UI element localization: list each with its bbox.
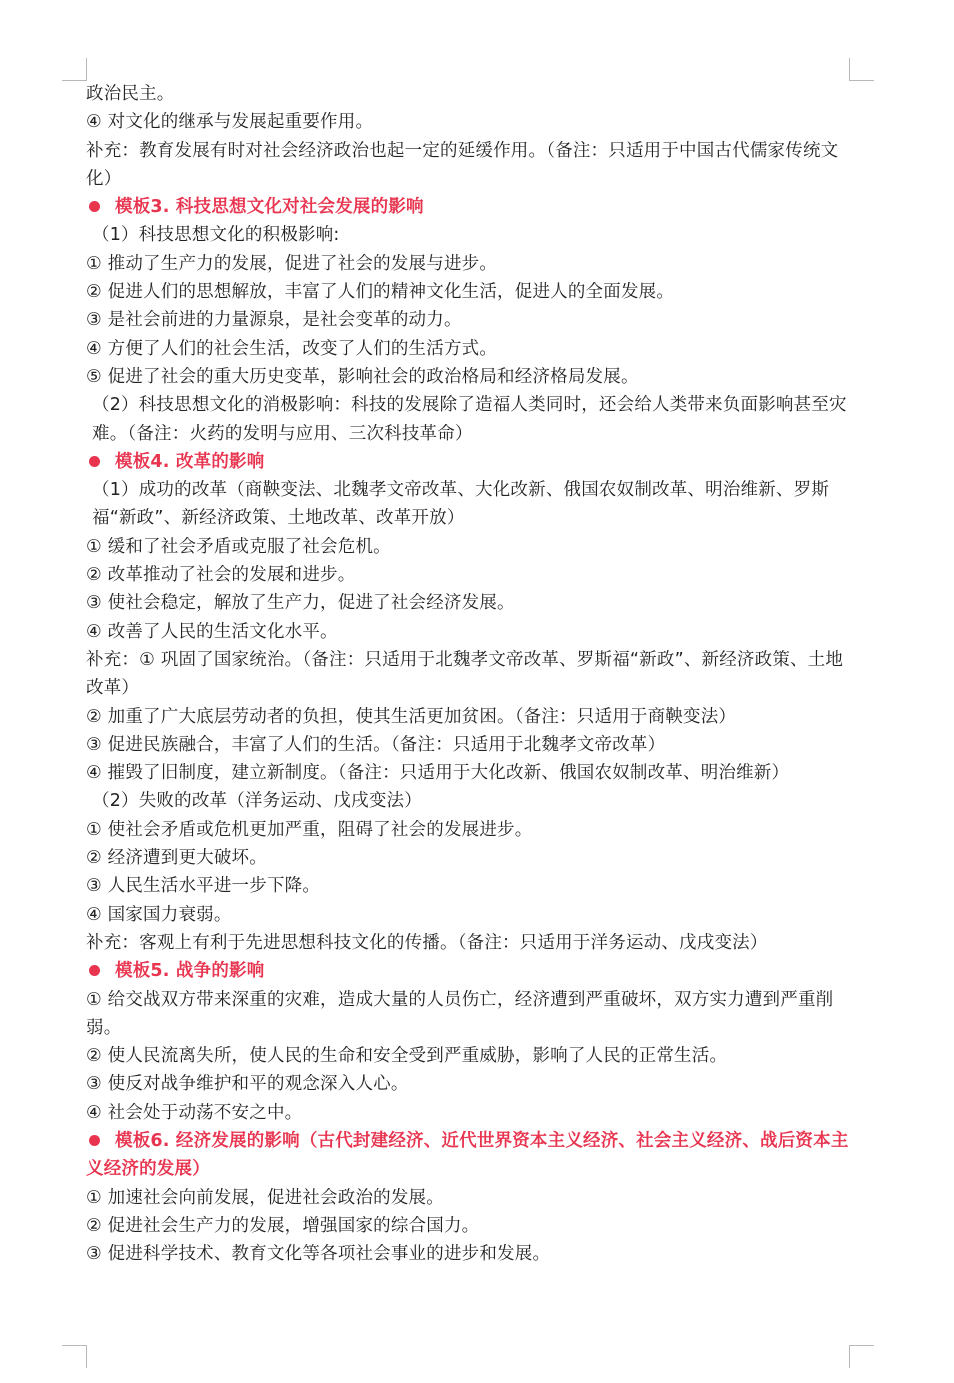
section-heading [86,448,854,476]
corner-mark-bottom-left [62,1345,87,1368]
text-line: ③ 是社会前进的力量源泉，是社会变革的动力。 [86,310,462,331]
text-line: ② 使人民流离失所，使人民的生命和安全受到严重威胁，影响了人民的正常生活。 [86,1046,728,1067]
text-line: ③ 使社会稳定，解放了生产力，促进了社会经济发展。 [86,593,515,614]
text-line: 补充：① 巩固了国家统治。（备注：只适用于北魏孝文帝改革、罗斯福“新政”、新经济政策、土地改革） [86,649,844,699]
text-line: ① 使社会矛盾或危机更加严重，阻碍了社会的发展进步。 [86,819,533,840]
section-heading-text: 模板5. 战争的影响 [115,961,265,982]
text-line: ③ 促进民族融合，丰富了人们的生活。（备注：只适用于北魏孝文帝改革） [86,734,666,755]
corner-mark-top-left [62,58,87,81]
section-heading [86,957,854,985]
text-line: 补充：客观上有利于先进思想科技文化的传播。（备注：只适用于洋务运动、戊戌变法） [86,932,768,953]
text-line: ④ 国家国力衰弱。 [86,904,232,925]
text-line: ④ 摧毁了旧制度，建立新制度。（备注：只适用于大化改新、俄国农奴制改革、明治维新） [86,763,790,784]
subsection-line: （2）科技思想文化的消极影响：科技的发展除了造福人类同时，还会给人类带来负面影响甚至灾难。（备注：火药的发明与应用、三次科技革命） [92,395,847,444]
text-line: ③ 人民生活水平进一步下降。 [86,876,321,897]
text-line: ① 给交战双方带来深重的灾难，造成大量的人员伤亡，经济遭到严重破坏，双方实力遭到严重削弱。 [86,989,834,1038]
bullet-dot-icon [89,201,100,212]
text-line: ② 改革推动了社会的发展和进步。 [86,565,356,586]
text-line: ① 推动了生产力的发展，促进了社会的发展与进步。 [86,253,498,274]
section-heading-text: 模板4. 改革的影响 [115,451,265,472]
section-heading [86,193,854,221]
subsection-line: （1）成功的改革（商鞅变法、北魏孝文帝改革、大化改新、俄国农奴制改革、明治维新、罗斯福“新政”、新经济政策、土地改革、改革开放） [92,480,830,529]
corner-mark-bottom-right [849,1345,874,1368]
text-line: ② 加重了广大底层劳动者的负担，使其生活更加贫困。（备注：只适用于商鞅变法） [86,706,737,727]
text-line: ① 缓和了社会矛盾或克服了社会危机。 [86,536,391,557]
corner-mark-top-right [849,58,874,81]
text-line: ② 促进人们的思想解放，丰富了人们的精神文化生活，促进人的全面发展。 [86,282,675,303]
text-line: ② 经济遭到更大破坏。 [86,848,267,869]
section-heading-text: 模板3. 科技思想文化对社会发展的影响 [115,197,424,218]
subsection-line: （1）科技思想文化的积极影响: [92,225,340,246]
text-line: ④ 对文化的继承与发展起重要作用。 [86,112,374,133]
section-heading [86,1127,854,1184]
text-line: ④ 方便了人们的社会生活，改变了人们的生活方式。 [86,338,498,359]
text-line: ① 加速社会向前发展，促进社会政治的发展。 [86,1187,444,1208]
text-line: ② 促进社会生产力的发展，增强国家的综合国力。 [86,1215,480,1236]
text-line: ③ 使反对战争维护和平的观念深入人心。 [86,1074,409,1095]
text-line: ⑤ 促进了社会的重大历史变革，影响社会的政治格局和经济格局发展。 [86,366,639,387]
section-heading-text: 模板6. 经济发展的影响（古代封建经济、近代世界资本主义经济、社会主义经济、战后资本主义经济的发展） [86,1130,849,1180]
text-line: ③ 促进科学技术、教育文化等各项社会事业的进步和发展。 [86,1244,551,1265]
document-body [86,80,854,1268]
text-line: ④ 社会处于动荡不安之中。 [86,1102,303,1123]
subsection-line: （2）失败的改革（洋务运动、戊戌变法） [92,791,422,812]
bullet-dot-icon [89,456,100,467]
text-line: 补充：教育发展有时对社会经济政治也起一定的延缓作用。（备注：只适用于中国古代儒家传统文化） [86,140,839,189]
text-line: 政治民主。 [86,84,175,104]
text-line: ④ 改善了人民的生活文化水平。 [86,621,338,642]
bullet-dot-icon [89,965,100,976]
bullet-dot-icon [89,1135,100,1146]
